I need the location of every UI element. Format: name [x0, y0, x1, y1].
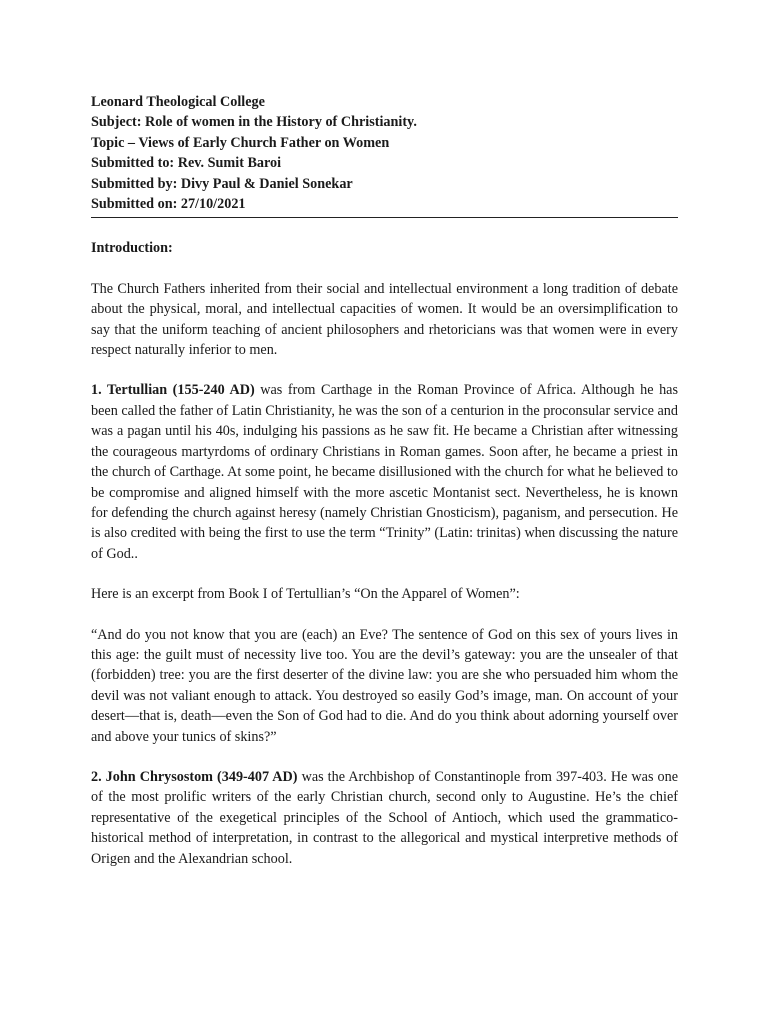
header-divider — [91, 217, 678, 218]
college-name: Leonard Theological College — [91, 94, 265, 110]
tertullian-quote: “And do you not know that you are (each) an Eve? The sentence of God on this sex of yours lives in this age: the guilt must of necessity live too. You are the devil’s gateway: you are the unsealer of that (forbidden) tree: you are the first deserter of the divine law: you are she who persuaded him whom the devil was not valiant enough to attack. You destroyed so easily God’s image, man. On account of your desert—that is, death—even the Son of God had to die. And do you think about adorning yourself over and above your tunics of skins?” — [91, 626, 678, 745]
document-header — [91, 92, 678, 214]
tertullian-lead: 1. Tertullian (155-240 AD) — [91, 382, 255, 399]
submitted-by-line: Submitted by: Divy Paul & Daniel Sonekar — [91, 175, 353, 192]
tertullian-paragraph — [91, 380, 678, 564]
submitted-to-line: Submitted to: Rev. Sumit Baroi — [91, 155, 282, 172]
tertullian-text: was from Carthage in the Roman Province of Africa. Although he has been called the father of Latin Christianity, he was the son of a centurion in the proconsular service and was a pagan until his 40s, indulging his passions as he saw fit. He became a Christian after witnessing the courageous martyrdoms of ordinary Christians in Roman games. Soon after, he became a priest in the church of Carthage. At some point, he became disillusioned with the church for what he believed to be compromise and aligned himself with the more ascetic Montanist sect. Nevertheless, he is known for defending the church against heresy (namely Christian Gnosticism), paganism, and persecution. He is also credited with being the first to use the term “Trinity” (Latin: trinitas) when discussing the nature of God.. — [91, 382, 678, 562]
topic-line: Topic – Views of Early Church Father on Women — [91, 134, 390, 151]
subject-line: Subject: Role of women in the History of Christianity. — [91, 114, 417, 131]
chrysostom-lead: 2. John Chrysostom (349-407 AD) — [91, 768, 298, 785]
submitted-on-line: Submitted on: 27/10/2021 — [91, 196, 246, 213]
excerpt-intro: Here is an excerpt from Book I of Tertullian’s “On the Apparel of Women”: — [91, 586, 520, 603]
introduction-paragraph: The Church Fathers inherited from their social and intellectual environment a long tradition of debate about the physical, moral, and intellectual capacities of women. It would be an oversimplification to say that the uniform teaching of ancient philosophers and rhetoricians was that women were in every respect naturally inferior to men. — [91, 280, 678, 359]
chrysostom-text: was the Archbishop of Constantinople from 397-403. He was one of the most prolific writers of the early Christian church, second only to Augustine. He’s the chief representative of the exegetical principles of the School of Antioch, which used the grammatico-historical method of interpretation, in contrast to the allegorical and mystical interpretive methods of Origen and the Alexandrian school. — [91, 768, 678, 867]
chrysostom-paragraph — [91, 767, 678, 869]
introduction-heading: Introduction: — [91, 240, 173, 257]
